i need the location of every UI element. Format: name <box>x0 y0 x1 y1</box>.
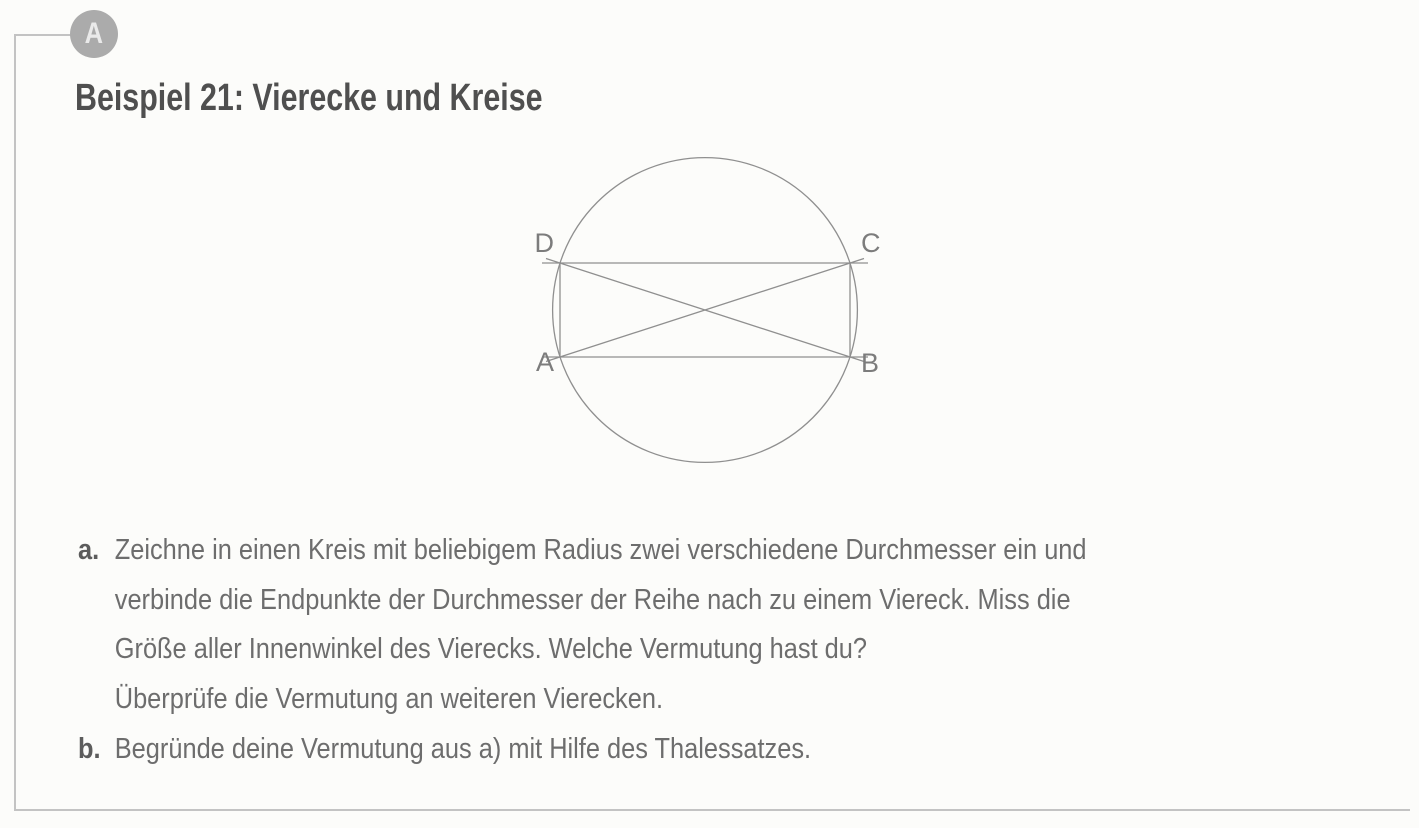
task-b-marker: b. <box>78 732 101 765</box>
task-a-line-2: verbinde die Endpunkte der Durchmesser der Reihe nach zu einem Viereck. Miss die <box>114 583 1071 616</box>
task-a-marker: a. <box>78 534 100 566</box>
vertex-label-b: B <box>861 348 880 378</box>
vertex-label-d: D <box>534 228 554 258</box>
section-badge-label: A <box>84 17 104 50</box>
task-b <box>78 725 1146 775</box>
task-a-text <box>115 526 1146 725</box>
vertex-label-c: C <box>861 228 881 258</box>
task-a-line-1: Zeichne in einen Kreis mit beliebigem Radius zwei verschiedene Durchmesser ein und <box>114 534 1087 566</box>
task-b-line-1: Begründe deine Vermutung aus a) mit Hilfe des Thalessatzes. <box>114 732 812 765</box>
task-a <box>78 526 1146 725</box>
task-list <box>78 526 1146 775</box>
vertex-label-a: A <box>535 347 554 377</box>
task-b-text <box>115 725 1146 775</box>
task-a-line-3: Größe aller Innenwinkel des Vierecks. Welche Vermutung hast du? <box>114 633 868 666</box>
task-a-line-4: Überprüfe die Vermutung an weiteren Vierecken. <box>114 683 663 716</box>
exercise-title: Beispiel 21: Vierecke und Kreise <box>75 77 543 119</box>
